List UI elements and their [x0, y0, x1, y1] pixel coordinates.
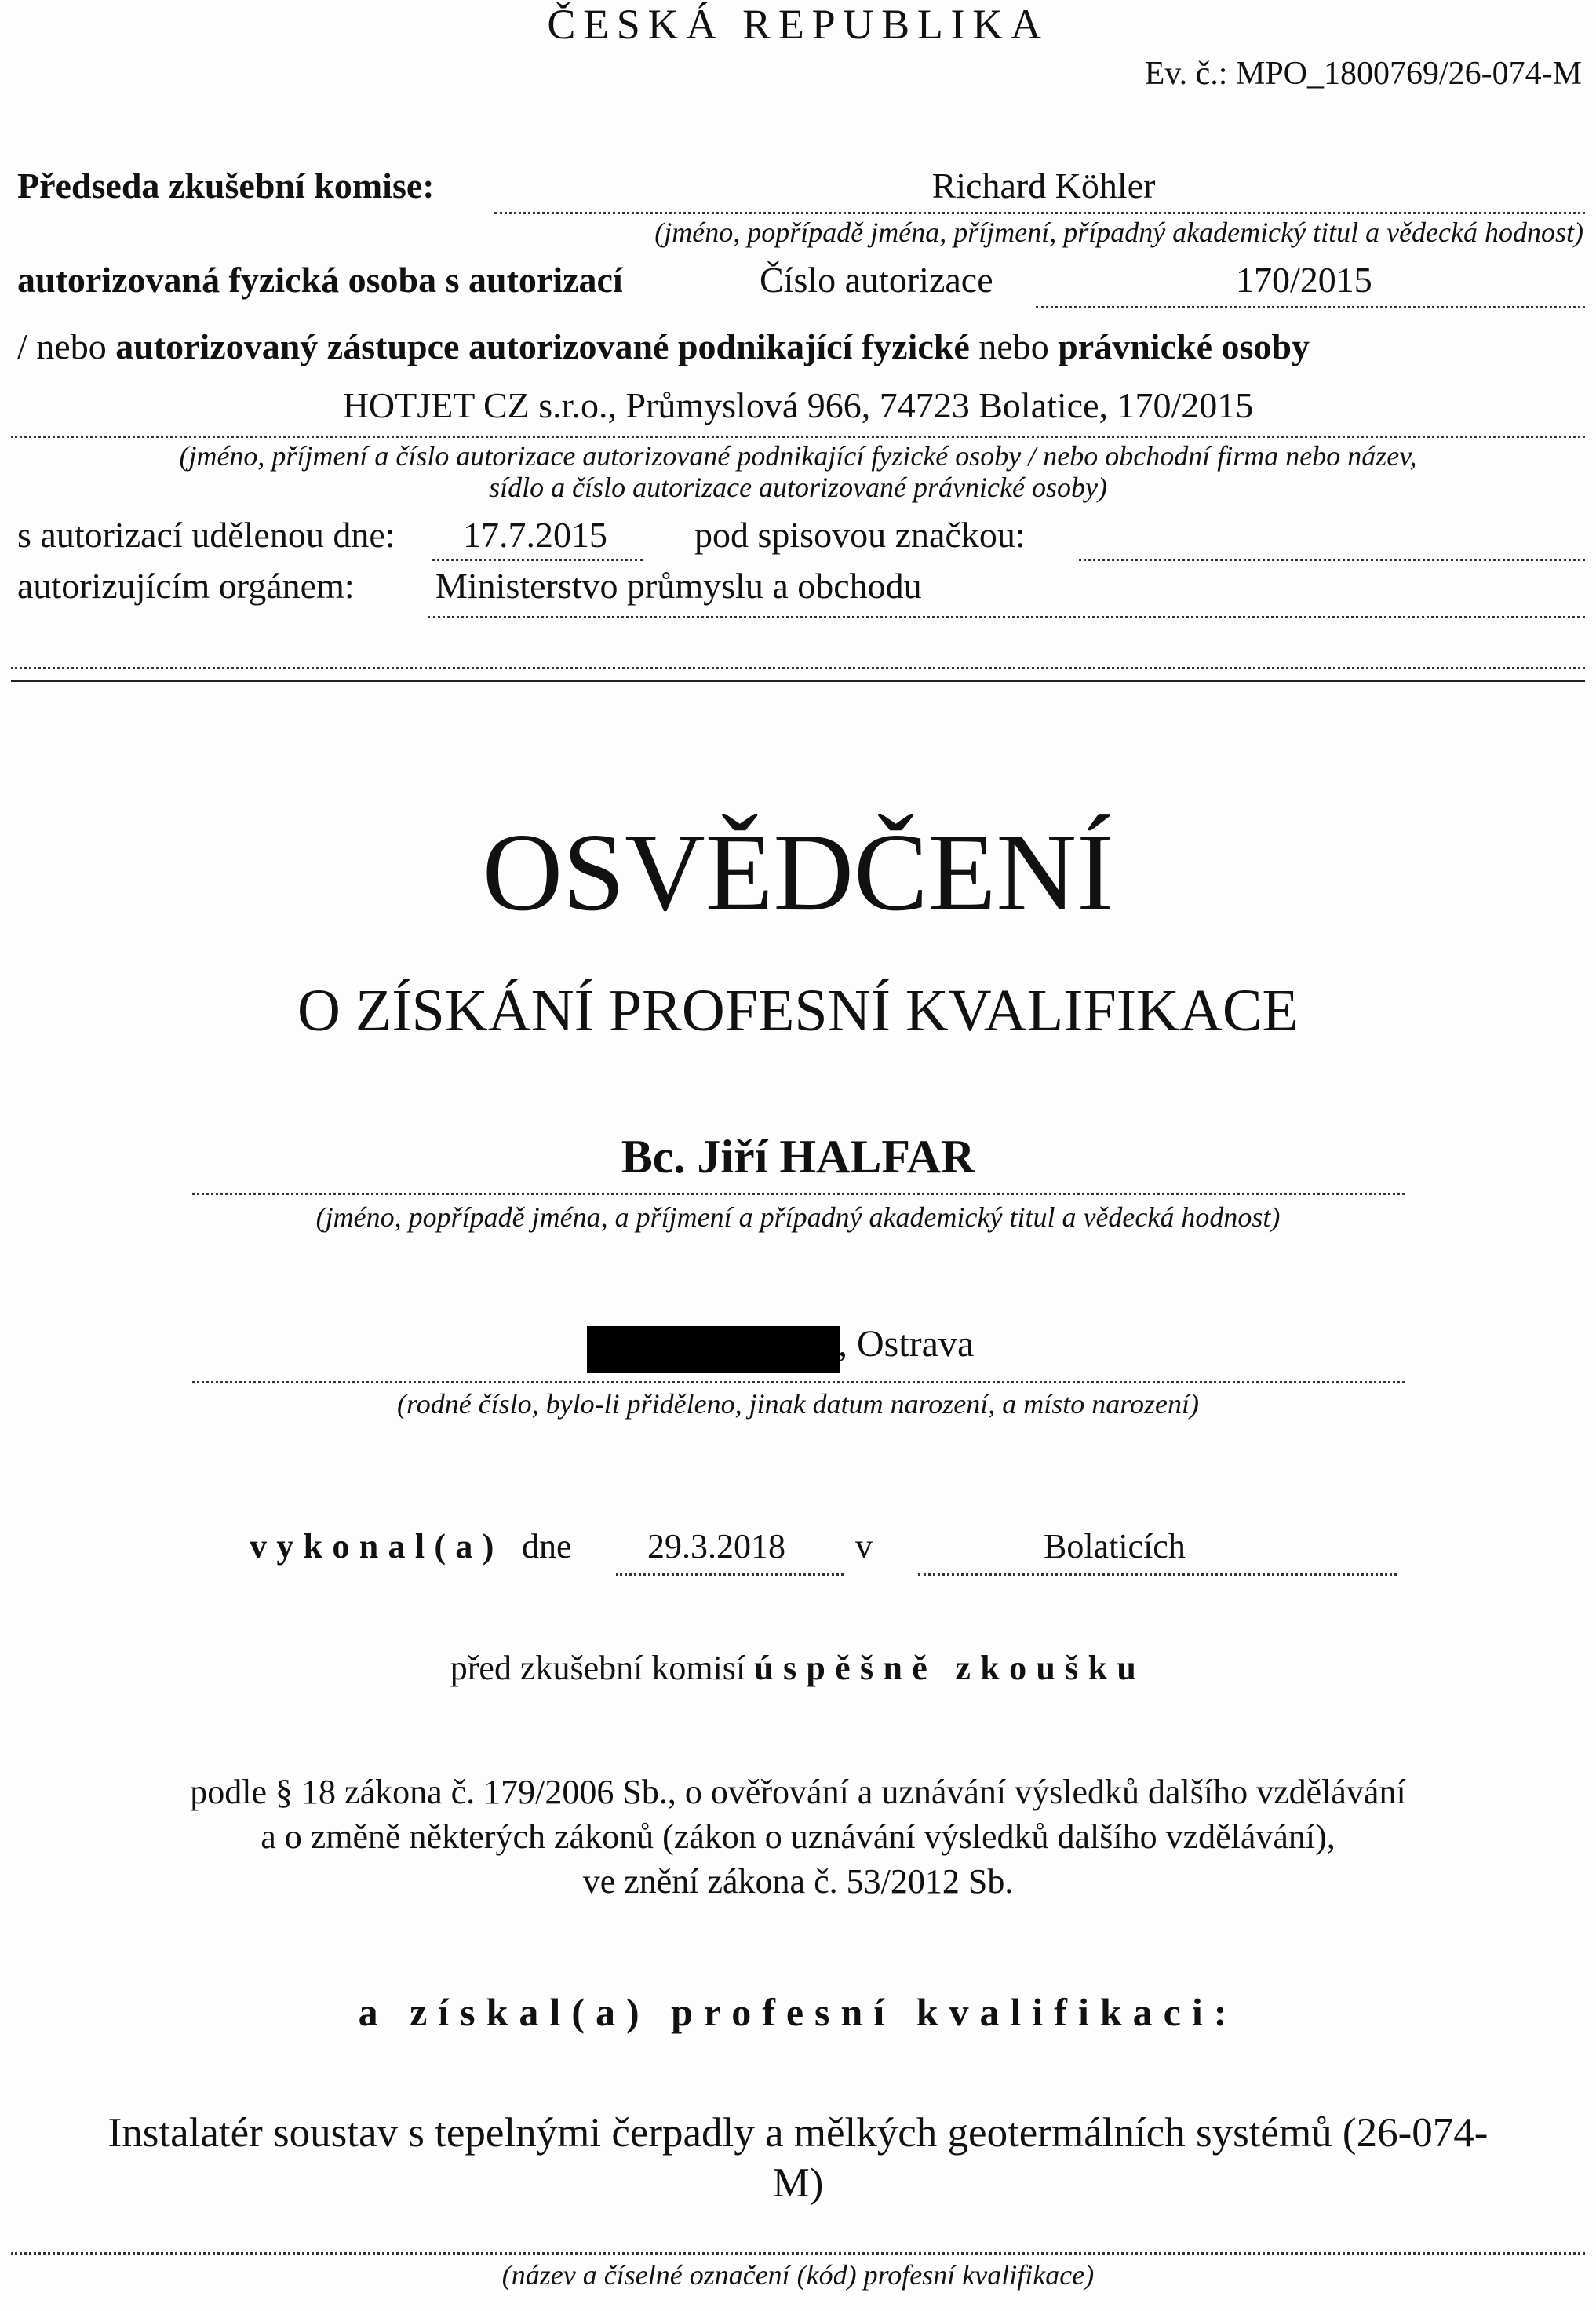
date-label: dne	[522, 1527, 572, 1566]
granted-date: 17.7.2015	[463, 515, 607, 555]
representative-bold-1: autorizovaný zástupce autorizované podnikající fyzické	[115, 326, 970, 366]
obtained-phrase: a získal(a) profesní kvalifikaci:	[358, 1990, 1238, 2034]
holder-name-line	[192, 1193, 1405, 1195]
authorization-number: 170/2015	[1236, 260, 1372, 300]
granted-date-line	[432, 559, 643, 561]
law-line-3: ve znění zákona č. 53/2012 Sb.	[582, 1862, 1014, 1901]
authorization-number-label: Číslo autorizace	[760, 260, 993, 300]
country-title: ČESKÁ REPUBLIKA	[547, 1, 1049, 48]
company-hint-line1: (jméno, příjmení a číslo autorizace autorizované podnikající fyzické osoby / nebo obchodní firma nebo název,	[179, 440, 1417, 472]
company-hint-line2: sídlo a číslo autorizace autorizované právnické osoby)	[489, 472, 1107, 503]
chair-hint: (jméno, popřípadě jména, příjmení, případný akademický titul a vědecká hodnost)	[654, 217, 1583, 248]
representative-line	[17, 326, 1310, 367]
certificate-title: OSVĚDČENÍ	[482, 810, 1114, 934]
qualification-line2: M)	[772, 2160, 824, 2206]
success-phrase: úspěšně zkoušku	[754, 1649, 1146, 1687]
separator-dotted	[11, 667, 1585, 669]
certificate-subtitle: O ZÍSKÁNÍ PROFESNÍ KVALIFIKACE	[297, 978, 1299, 1044]
birth-hint: (rodné číslo, bylo-li přiděleno, jinak datum narození, a místo narození)	[397, 1388, 1199, 1420]
representative-prefix: / nebo	[17, 326, 116, 366]
holder-hint: (jméno, popřípadě jména, a příjmení a případný akademický titul a vědecká hodnost)	[315, 1201, 1281, 1233]
representative-middle: nebo	[969, 326, 1059, 366]
company-info: HOTJET CZ s.r.o., Průmyslová 966, 74723 Bolatice, 170/2015	[342, 385, 1254, 425]
law-line-2: a o změně některých zákonů (zákon o uznávání výsledků dalšího vzdělávání),	[261, 1817, 1335, 1856]
exam-place-line	[918, 1573, 1397, 1576]
file-value-line	[1079, 559, 1585, 561]
exam-date: 29.3.2018	[647, 1527, 785, 1566]
chair-label: Předseda zkušební komise:	[17, 166, 435, 206]
company-line	[11, 436, 1585, 438]
file-label: pod spisovou značkou:	[694, 515, 1026, 555]
committee-phrase: před zkušební komisí	[450, 1649, 746, 1687]
committee-phrase-line	[0, 1648, 1596, 1688]
granted-label: s autorizací udělenou dne:	[17, 515, 395, 555]
redaction-block	[587, 1326, 840, 1373]
authority-line	[428, 616, 1585, 618]
qualification-line1: Instalatér soustav s tepelnými čerpadly a mělkých geotermálních systémů (26-074-	[107, 2110, 1489, 2156]
chair-name: Richard Köhler	[931, 166, 1156, 206]
authority-label: autorizujícím orgánem:	[17, 566, 355, 606]
birthplace: , Ostrava	[838, 1323, 975, 1365]
evidence-number: Ev. č.: MPO_1800769/26-074-M	[1144, 56, 1582, 92]
authority-value: Ministerstvo průmyslu a obchodu	[435, 566, 922, 606]
qualification-line	[11, 2252, 1585, 2255]
chair-name-line	[494, 212, 1585, 214]
performed-label: vykonal(a)	[250, 1527, 504, 1566]
exam-date-line	[616, 1573, 844, 1576]
birth-line	[192, 1381, 1405, 1383]
law-line-1: podle § 18 zákona č. 179/2006 Sb., o ověřování a uznávání výsledků dalšího vzdělávání	[190, 1773, 1406, 1811]
exam-place: Bolaticích	[1044, 1527, 1186, 1566]
separator-rule	[11, 680, 1585, 682]
holder-name: Bc. Jiří HALFAR	[621, 1131, 975, 1183]
authorized-person-label: autorizovaná fyzická osoba s autorizací	[17, 260, 623, 300]
representative-bold-2: právnické osoby	[1058, 326, 1310, 366]
qualification-hint: (název a číselné označení (kód) profesní kvalifikace)	[501, 2259, 1095, 2291]
place-label: v	[855, 1527, 873, 1566]
authorization-number-line	[1036, 306, 1585, 308]
